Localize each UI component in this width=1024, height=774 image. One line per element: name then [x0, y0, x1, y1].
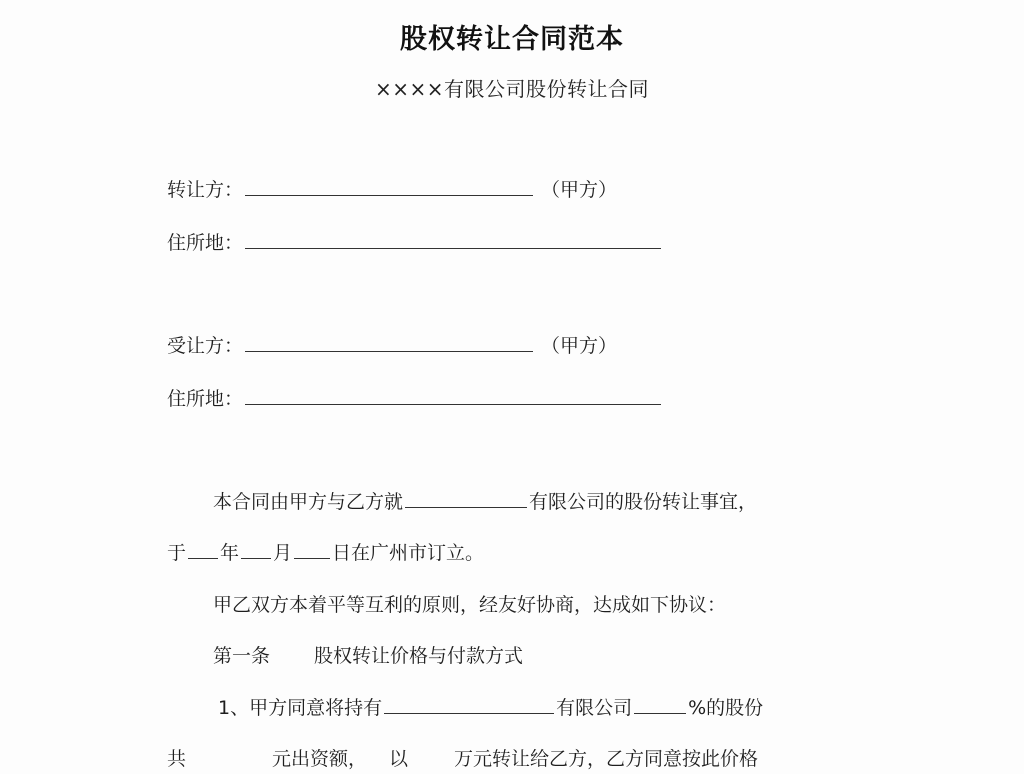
clause-1-line-2 [167, 744, 758, 774]
transferee-label: 受让方： [167, 335, 244, 357]
day-suffix: 日在广州市订立。 [332, 542, 485, 564]
clause-1-line-1 [218, 693, 763, 723]
agreement-line: 甲乙双方本着平等互利的原则，经友好协商，达成如下协议： [213, 594, 727, 616]
clause-1-line2-end: 万元转让给乙方，乙方同意按此价格 [454, 748, 759, 770]
clause-1-line2-mid2: 以 [389, 748, 409, 770]
document-subtitle: ××××有限公司股份转让合同 [374, 77, 650, 101]
transferor-party-note: （甲方） [541, 179, 618, 201]
held-company-field[interactable] [384, 693, 554, 714]
transferee-address-field[interactable] [245, 384, 661, 405]
clause-1-prefix: 1、甲方同意将持有 [218, 697, 383, 719]
month-label: 月 [273, 542, 293, 564]
company-name-field[interactable] [405, 487, 527, 508]
article-title: 股权转让价格与付款方式 [314, 645, 524, 667]
year-field[interactable] [188, 538, 218, 559]
month-field[interactable] [241, 538, 271, 559]
date-prefix: 于 [167, 542, 187, 564]
transferor-label: 转让方： [167, 179, 244, 201]
transferee-address-line [167, 384, 663, 414]
transferee-address-label: 住所地： [167, 388, 244, 410]
transferee-party-note: （甲方） [541, 335, 618, 357]
clause-1-percent-suffix: %的股份 [688, 697, 764, 719]
intro-suffix: 有限公司的股份转让事宜， [529, 491, 758, 513]
intro-prefix: 本合同由甲方与乙方就 [213, 491, 404, 513]
transferor-address-field[interactable] [245, 228, 661, 249]
clause-1-line2-start: 共 [167, 748, 187, 770]
intro-line-2 [167, 538, 484, 568]
transferor-name-field[interactable] [245, 175, 533, 196]
document-title: 股权转让合同范本 [400, 24, 624, 55]
transferor-address-line [167, 228, 663, 258]
percent-field[interactable] [634, 693, 686, 714]
transferee-line [167, 331, 617, 361]
clause-1-company-suffix: 有限公司 [556, 697, 633, 719]
article-number: 第一条 [213, 645, 271, 667]
day-field[interactable] [294, 538, 330, 559]
transferor-address-label: 住所地： [167, 232, 244, 254]
transferee-name-field[interactable] [245, 331, 533, 352]
transferor-line [167, 175, 617, 205]
intro-line-1 [213, 487, 757, 517]
clause-1-line2-mid1: 元出资额， [272, 748, 368, 770]
year-label: 年 [220, 542, 240, 564]
article-1-heading [213, 641, 523, 671]
